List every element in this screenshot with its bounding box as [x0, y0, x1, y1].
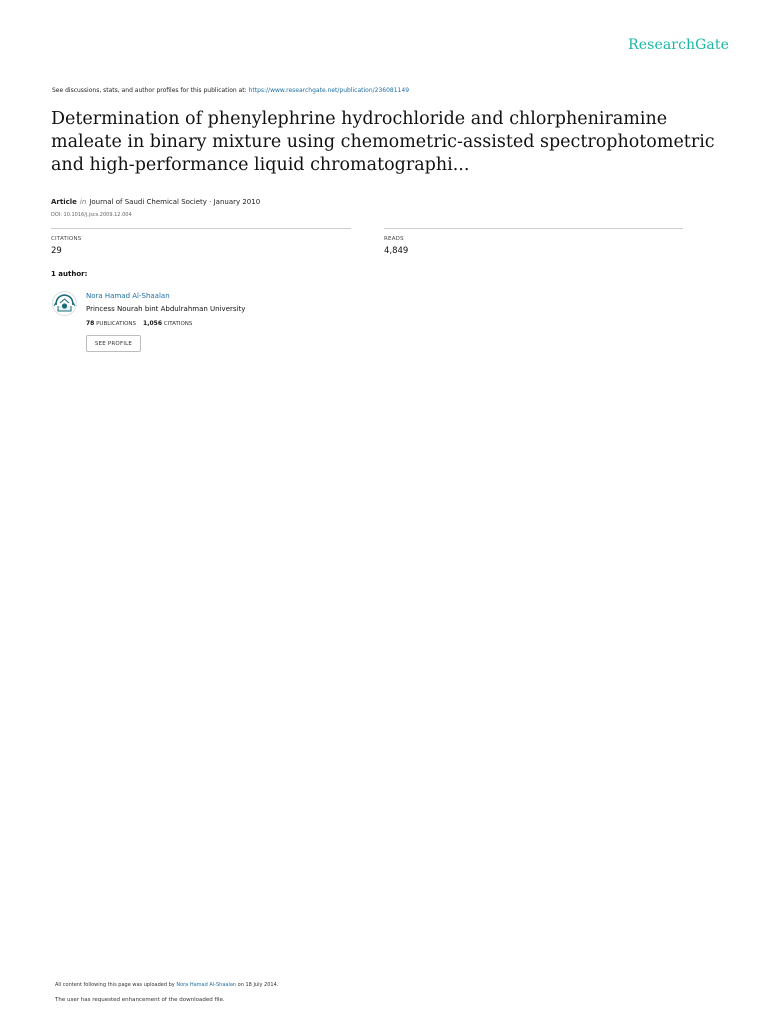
journal-date[interactable]: Journal of Saudi Chemical Society · January 2010 — [89, 198, 261, 206]
reads-divider — [384, 228, 683, 229]
upload-suffix: on 18 July 2014. — [237, 982, 279, 988]
discussion-line — [52, 87, 409, 94]
author-stats — [86, 320, 192, 327]
doi[interactable]: DOI: 10.1016/j.jscs.2009.12.004 — [51, 212, 132, 218]
uploader-link[interactable]: Nora Hamad Al-Shaalan — [176, 982, 237, 988]
citations-label: CITATIONS — [51, 236, 82, 242]
discussion-text: See discussions, stats, and author profiles for this publication at: — [52, 87, 247, 94]
enhancement-note: The user has requested enhancement of the downloaded file. — [55, 997, 225, 1003]
citations-divider — [51, 228, 351, 229]
author-institution: Princess Nourah bint Abdulrahman University — [86, 305, 246, 313]
upload-note — [55, 982, 278, 988]
author-publications-count: 78 — [86, 320, 95, 327]
article-type: Article — [51, 198, 77, 206]
in-word: in — [79, 198, 87, 206]
see-profile-button[interactable]: SEE PROFILE — [86, 335, 141, 352]
citations-value: 29 — [51, 246, 62, 256]
authors-heading: 1 author: — [51, 270, 88, 278]
author-citations-label: CITATIONS — [163, 321, 193, 327]
author-publications-label: PUBLICATIONS — [96, 321, 137, 327]
author-citations-count: 1,056 — [143, 320, 162, 327]
researchgate-logo[interactable]: ResearchGate — [628, 37, 729, 53]
publication-link[interactable]: https://www.researchgate.net/publication/236081149 — [248, 87, 410, 94]
publication-meta — [51, 198, 260, 206]
reads-value: 4,849 — [384, 246, 409, 256]
author-name[interactable]: Nora Hamad Al-Shaalan — [86, 292, 170, 300]
publication-title: Determination of phenylephrine hydrochloride and chlorpheniramine maleate in binary mixture using chemometric-assisted spectrophotometric and high-performance liquid chromatographi... — [51, 109, 715, 175]
reads-label: READS — [384, 236, 404, 242]
upload-prefix: All content following this page was uploaded by — [55, 982, 175, 988]
avatar[interactable] — [52, 291, 77, 316]
